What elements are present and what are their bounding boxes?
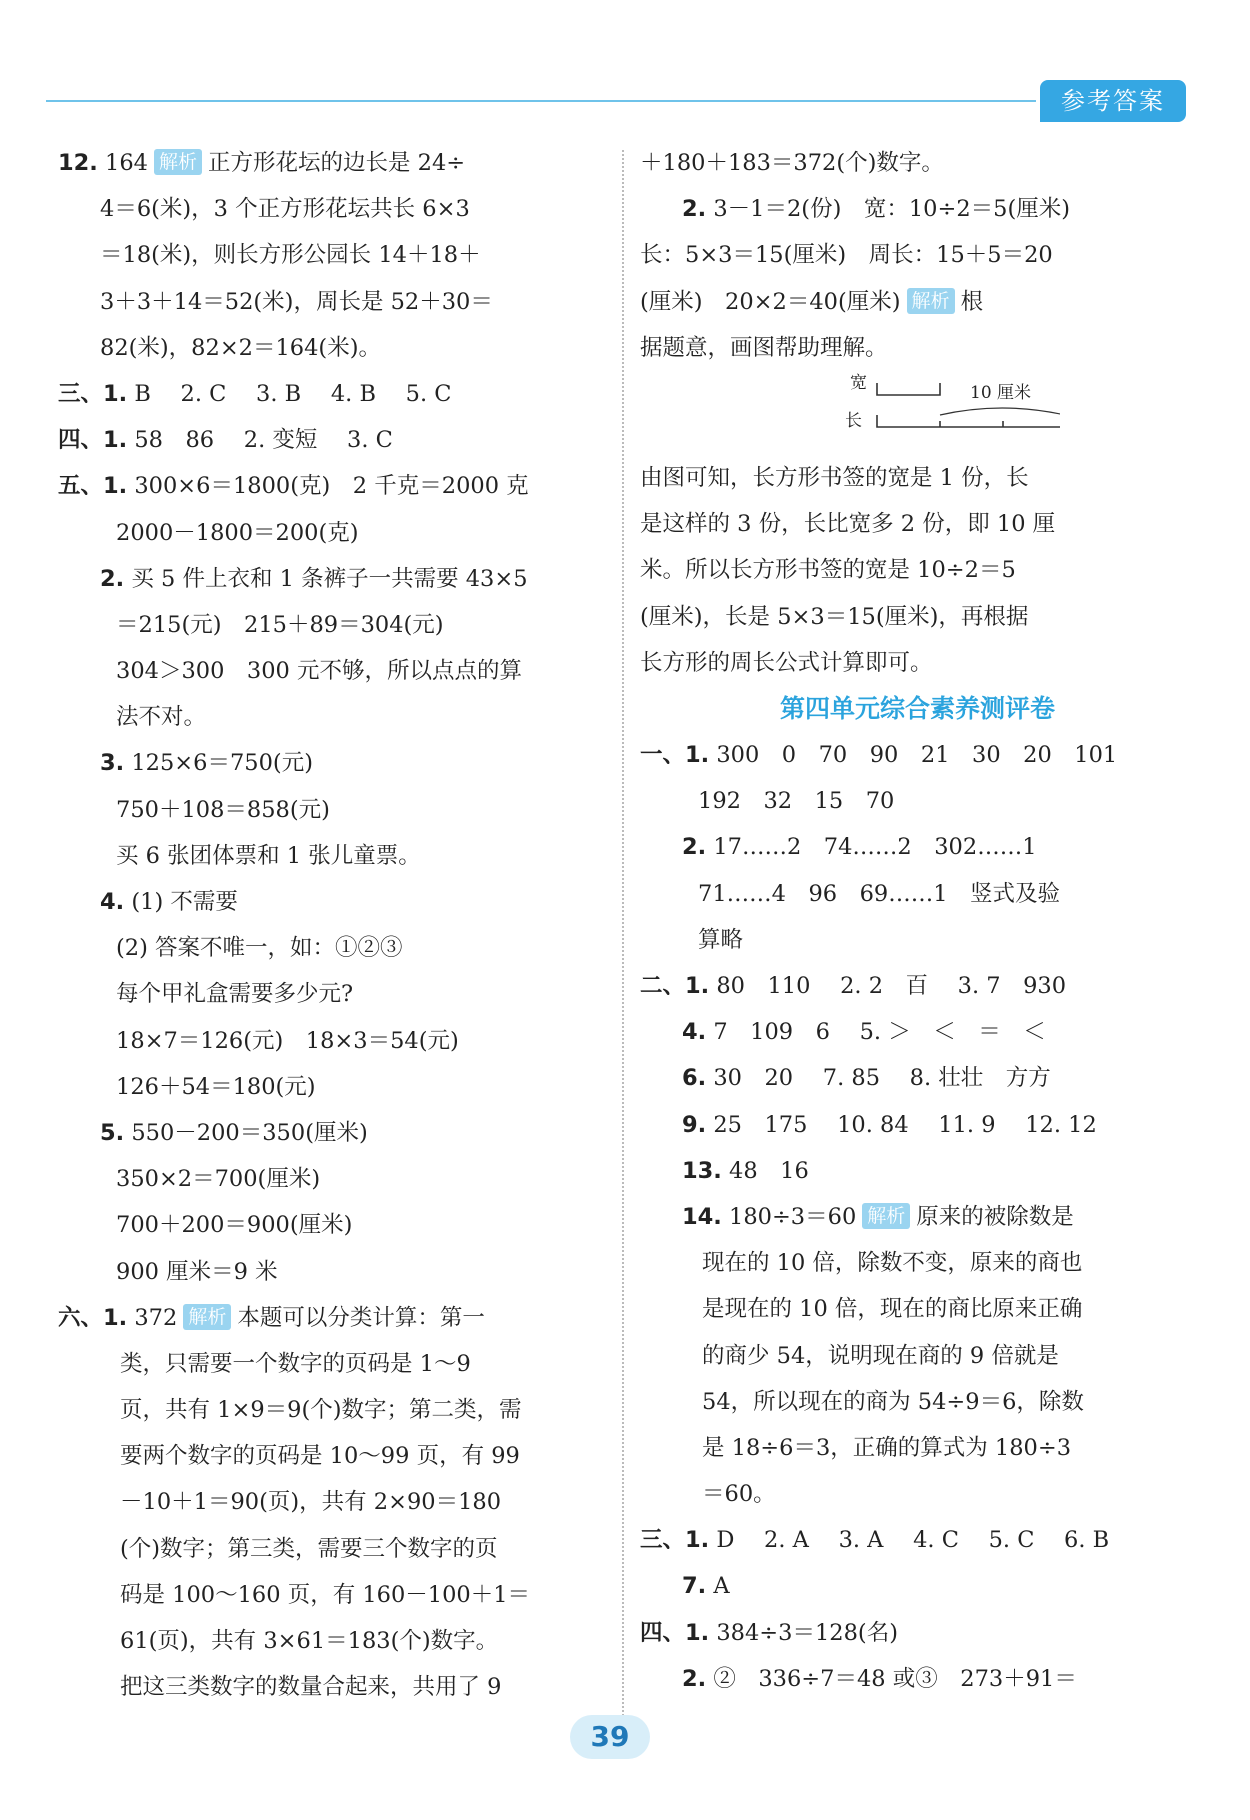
answer-text: 的商少 54，说明现在商的 9 倍就是: [702, 1342, 1059, 1369]
answer-line: [58, 279, 598, 325]
answer-text: ＝18(米)，则长方形公园长 14＋18＋: [100, 242, 481, 269]
answer-text: 据题意，画图帮助理解。: [640, 334, 888, 361]
answer-line: [58, 1249, 598, 1295]
answer-text: 正方形花坛的边长是 24÷: [207, 150, 466, 176]
answer-label: 六、1.: [58, 1304, 128, 1331]
answer-text: 算略: [698, 926, 744, 953]
answer-text: 80 110 2. 2 百 3. 7 930: [709, 973, 1067, 999]
answer-label: 12.: [58, 150, 98, 176]
answer-text: 法不对。: [116, 704, 207, 731]
answer-text: (厘米) 20×2＝40(厘米): [640, 288, 901, 315]
answer-line: [58, 1387, 598, 1433]
answer-label: 14.: [682, 1203, 722, 1230]
answer-text: ＋180＋183＝372(个)数字。: [640, 150, 944, 176]
right-block-a: [640, 140, 1195, 371]
answer-text: ＝60。: [702, 1481, 776, 1508]
answer-line: [640, 917, 1195, 963]
answer-line: [58, 648, 598, 694]
answer-text: 3＋3＋14＝52(米)，周长是 52＋30＝: [100, 288, 493, 315]
answer-text: 4＝6(米)，3 个正方形花坛共长 6×3: [100, 196, 470, 223]
answer-text: 17……2 74……2 302……1: [706, 834, 1037, 861]
answer-line: [640, 186, 1195, 232]
figure-diff-label: 10 厘米: [970, 382, 1032, 403]
answer-text: 304＞300 300 元不够，所以点点的算: [116, 658, 522, 685]
answer-line: [640, 1656, 1195, 1702]
answer-text: 18×7＝126(元) 18×3＝54(元): [116, 1027, 459, 1054]
answer-text: 350×2＝700(厘米): [116, 1166, 321, 1193]
answer-line: [640, 1425, 1195, 1471]
answer-line: [58, 371, 598, 417]
answer-line: [58, 186, 598, 232]
figure-segments: [640, 371, 1060, 455]
answer-label: 二、1.: [640, 973, 710, 999]
answer-line: [58, 232, 598, 278]
answer-text: 2000－1800＝200(克): [116, 519, 359, 546]
analysis-tag: 解析: [862, 1203, 910, 1229]
answer-text: 码是 100～160 页，有 160－100＋1＝: [120, 1581, 531, 1608]
answer-line: [640, 1286, 1195, 1332]
answer-text: 750＋108＝858(元): [116, 796, 330, 823]
answer-text: 是现在的 10 倍，现在的商比原来正确: [702, 1296, 1083, 1323]
answer-label: 2.: [682, 1665, 707, 1692]
answer-text: 3－1＝2(份) 宽：10÷2＝5(厘米): [706, 196, 1071, 223]
answer-line: [640, 1148, 1195, 1194]
answer-line: [58, 1618, 598, 1664]
answer-line: [58, 925, 598, 971]
answer-line: [640, 1333, 1195, 1379]
answer-line: [640, 1240, 1195, 1286]
answer-text: 根: [960, 288, 984, 315]
answer-line: [58, 971, 598, 1017]
answer-text: 164: [97, 150, 148, 176]
answer-text: 原来的被除数是: [916, 1203, 1074, 1230]
answer-line: [58, 1018, 598, 1064]
answer-label: 五、1.: [58, 473, 128, 500]
answer-label: 2.: [682, 196, 707, 223]
answer-label: 4.: [100, 889, 125, 915]
answer-text: 类，只需要一个数字的页码是 1～9: [120, 1350, 471, 1377]
answer-text: 25 175 10. 84 11. 9 12. 12: [706, 1111, 1097, 1138]
answer-line: [58, 140, 598, 186]
answer-label: 13.: [682, 1157, 722, 1184]
answer-line: [58, 1064, 598, 1110]
answer-text: 58 86 2. 变短 3. C: [127, 427, 393, 454]
answer-text: 米。所以长方形书签的宽是 10÷2＝5: [640, 557, 1016, 584]
answer-text: 54，所以现在的商为 54÷9＝6，除数: [702, 1388, 1084, 1415]
answer-text: 30 20 7. 85 8. 壮壮 方方: [706, 1065, 1051, 1092]
answer-line: [58, 1341, 598, 1387]
answer-text: ② 336÷7＝48 或③ 273＋91＝: [706, 1665, 1077, 1692]
answer-line: [58, 1202, 598, 1248]
answer-label: 四、1.: [58, 427, 128, 454]
answer-line: [640, 778, 1195, 824]
answer-label: 4.: [682, 1019, 707, 1046]
answer-text: (2) 答案不唯一，如：①②③: [116, 935, 403, 962]
answer-line: [640, 1055, 1195, 1101]
answer-label: 2.: [682, 834, 707, 861]
answer-text: 300×6＝1800(克) 2 千克＝2000 克: [127, 473, 529, 500]
answer-line: [640, 1102, 1195, 1148]
answer-text: 700＋200＝900(厘米): [116, 1212, 353, 1239]
answer-label: 2.: [100, 565, 125, 592]
answer-line: [640, 547, 1195, 593]
answer-text: 把这三类数字的数量合起来，共用了 9: [120, 1674, 502, 1701]
answer-line: [640, 1194, 1195, 1240]
answer-line: [640, 871, 1195, 917]
figure-long-label: 长: [845, 410, 862, 431]
answer-text: 是这样的 3 份，长比宽多 2 份，即 10 厘: [640, 511, 1056, 538]
answer-text: 买 5 件上衣和 1 条裤子一共需要 43×5: [124, 565, 528, 592]
answer-line: [640, 1517, 1195, 1563]
right-block-c: [640, 732, 1195, 1702]
bookmark-figure: [640, 371, 1195, 455]
answer-line: [58, 1156, 598, 1202]
answer-text: 要两个数字的页码是 10～99 页，有 99: [120, 1443, 520, 1470]
answer-line: [58, 556, 598, 602]
left-column: [58, 140, 598, 1710]
answer-line: [640, 1471, 1195, 1517]
answer-line: [58, 325, 598, 371]
answer-label: 6.: [682, 1065, 707, 1092]
page-number: 39: [570, 1715, 650, 1759]
answer-text: 384÷3＝128(名): [709, 1619, 898, 1646]
answer-text: 126＋54＝180(元): [116, 1073, 316, 1100]
answer-line: [640, 963, 1195, 1009]
answer-text: (厘米)，长是 5×3＝15(厘米)，再根据: [640, 603, 1029, 630]
answer-text: ＝215(元) 215＋89＝304(元): [116, 611, 444, 638]
answer-line: [58, 417, 598, 463]
answer-label: 7.: [682, 1573, 707, 1600]
answer-text: 7 109 6 5. ＞ ＜ ＝ ＜: [706, 1019, 1046, 1046]
answer-line: [58, 1479, 598, 1525]
answer-label: 三、1.: [640, 1527, 710, 1554]
answer-text: D 2. A 3. A 4. C 5. C 6. B: [709, 1527, 1110, 1554]
answer-line: [640, 1379, 1195, 1425]
answer-text: 61(页)，共有 3×61＝183(个)数字。: [120, 1628, 499, 1654]
answer-line: [58, 1664, 598, 1710]
analysis-tag: 解析: [183, 1304, 231, 1330]
answer-line: [640, 1563, 1195, 1609]
section-title: 第四单元综合素养测评卷: [779, 693, 1055, 723]
answer-label: 5.: [100, 1119, 125, 1146]
answer-text: 买 6 张团体票和 1 张儿童票。: [116, 842, 421, 869]
answer-text: 192 32 15 70: [698, 788, 895, 815]
answer-line: [640, 640, 1195, 686]
answer-line: [58, 1295, 598, 1341]
answer-text: 由图可知，长方形书签的宽是 1 份，长: [640, 464, 1029, 491]
answer-line: [640, 1610, 1195, 1656]
answer-line: [640, 1009, 1195, 1055]
answer-text: (个)数字；第三类，需要三个数字的页: [120, 1535, 498, 1562]
answer-label: 四、1.: [640, 1619, 710, 1646]
answer-text: 372: [127, 1304, 178, 1331]
answer-line: [640, 140, 1195, 186]
analysis-tag: 解析: [907, 288, 955, 314]
answer-line: [58, 694, 598, 740]
answer-text: 长方形的周长公式计算即可。: [640, 649, 933, 676]
answer-line: [640, 455, 1195, 501]
answer-text: 是 18÷6＝3，正确的算式为 180÷3: [702, 1434, 1072, 1461]
answer-line: [58, 833, 598, 879]
answer-text: 900 厘米＝9 米: [116, 1258, 278, 1285]
answer-badge: 参考答案: [1040, 80, 1186, 122]
answer-text: 550－200＝350(厘米): [124, 1119, 368, 1146]
answer-text: 71……4 96 69……1 竖式及验: [698, 880, 1061, 907]
answer-text: －10＋1＝90(页)，共有 2×90＝180: [120, 1489, 502, 1516]
header-rule: [46, 100, 1036, 102]
answer-line: [58, 1433, 598, 1479]
answer-text: 本题可以分类计算：第一: [237, 1304, 485, 1331]
answer-line: [58, 1572, 598, 1618]
right-column: [640, 140, 1195, 1702]
answer-text: 180÷3＝60: [721, 1203, 857, 1230]
answer-line: [58, 740, 598, 786]
answer-label: 三、1.: [58, 380, 128, 407]
answer-text: 现在的 10 倍，除数不变，原来的商也: [702, 1250, 1083, 1277]
answer-line: [58, 1110, 598, 1156]
answer-label: 一、1.: [640, 742, 710, 769]
answer-line: [640, 279, 1195, 325]
answer-line: [640, 594, 1195, 640]
answer-line: [640, 501, 1195, 547]
answer-label: 3.: [100, 750, 125, 777]
answer-line: [640, 732, 1195, 778]
answer-text: 48 16: [721, 1157, 809, 1184]
answer-text: 每个甲礼盒需要多少元?: [116, 981, 354, 1008]
answer-line: [58, 463, 598, 509]
answer-line: [58, 602, 598, 648]
answer-text: A: [706, 1573, 730, 1600]
answer-text: 300 0 70 90 21 30 20 101: [709, 742, 1118, 769]
answer-text: 长：5×3＝15(厘米) 周长：15＋5＝20: [640, 242, 1053, 269]
answer-line: [640, 232, 1195, 278]
answer-line: [58, 879, 598, 925]
answer-line: [58, 510, 598, 556]
answer-text: (1) 不需要: [124, 889, 238, 915]
figure-wide-label: 宽: [850, 372, 867, 393]
answer-line: [58, 1526, 598, 1572]
answer-text: 页，共有 1×9＝9(个)数字；第二类，需: [120, 1397, 522, 1424]
analysis-tag: 解析: [154, 149, 202, 175]
answer-text: 82(米)，82×2＝164(米)。: [100, 334, 381, 361]
right-block-b: [640, 455, 1195, 686]
answer-line: [640, 325, 1195, 371]
column-divider: [622, 150, 624, 1740]
answer-text: 125×6＝750(元): [124, 750, 313, 777]
answer-line: [58, 787, 598, 833]
answer-label: 9.: [682, 1111, 707, 1138]
answer-text: B 2. C 3. B 4. B 5. C: [127, 380, 452, 407]
answer-line: [640, 824, 1195, 870]
